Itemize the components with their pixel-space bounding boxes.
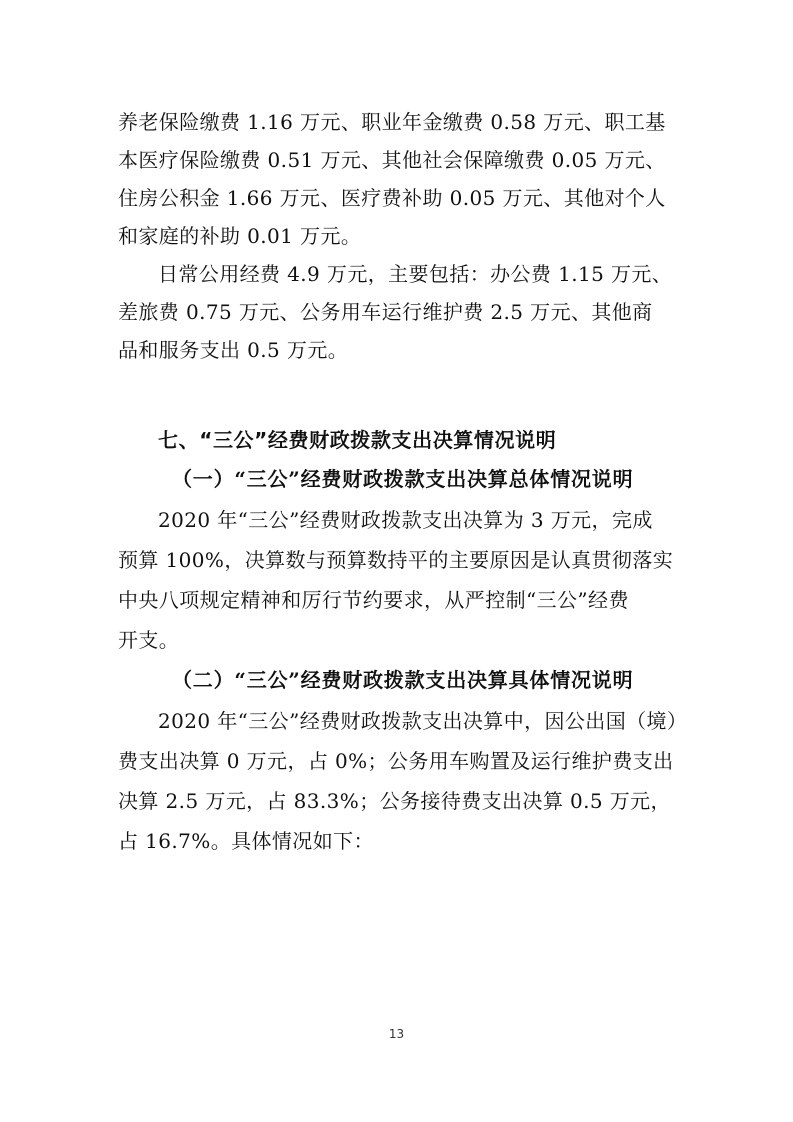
subsection-heading: （二）“三公”经费财政拨款支出决算具体情况说明 [172, 668, 634, 692]
text-line: 住房公积金 1.66 万元、医疗费补助 0.05 万元、其他对个人 [118, 186, 666, 210]
subsection-heading: （一）“三公”经费财政拨款支出决算总体情况说明 [172, 467, 634, 491]
section-heading: 七、“三公”经费财政拨款支出决算情况说明 [158, 428, 557, 452]
text-line: 费支出决算 0 万元，占 0%；公务用车购置及运行维护费支出 [118, 749, 674, 773]
text-line: 本医疗保险缴费 0.51 万元、其他社会保障缴费 0.05 万元、 [118, 148, 666, 172]
text-line: 2020 年“三公”经费财政拨款支出决算为 3 万元，完成 [158, 508, 653, 532]
text-line: 开支。 [118, 628, 180, 652]
text-line: 养老保险缴费 1.16 万元、职业年金缴费 0.58 万元、职工基 [118, 110, 666, 134]
text-line: 占 16.7%。具体情况如下： [118, 829, 374, 853]
text-line: 2020 年“三公”经费财政拨款支出决算中，因公出国（境） [158, 709, 688, 733]
text-line: 决算 2.5 万元，占 83.3%；公务接待费支出决算 0.5 万元， [118, 789, 671, 813]
text-line: 中央八项规定精神和厉行节约要求，从严控制“三公”经费 [118, 588, 629, 612]
text-line: 差旅费 0.75 万元、公务用车运行维护费 2.5 万元、其他商 [118, 300, 653, 324]
page-number: 13 [388, 1027, 405, 1041]
text-line: 日常公用经费 4.9 万元，主要包括：办公费 1.15 万元、 [158, 262, 673, 286]
text-line: 预算 100%，决算数与预算数持平的主要原因是认真贯彻落实 [118, 548, 674, 572]
text-line: 和家庭的补助 0.01 万元。 [118, 224, 362, 248]
text-line: 品和服务支出 0.5 万元。 [118, 338, 349, 362]
